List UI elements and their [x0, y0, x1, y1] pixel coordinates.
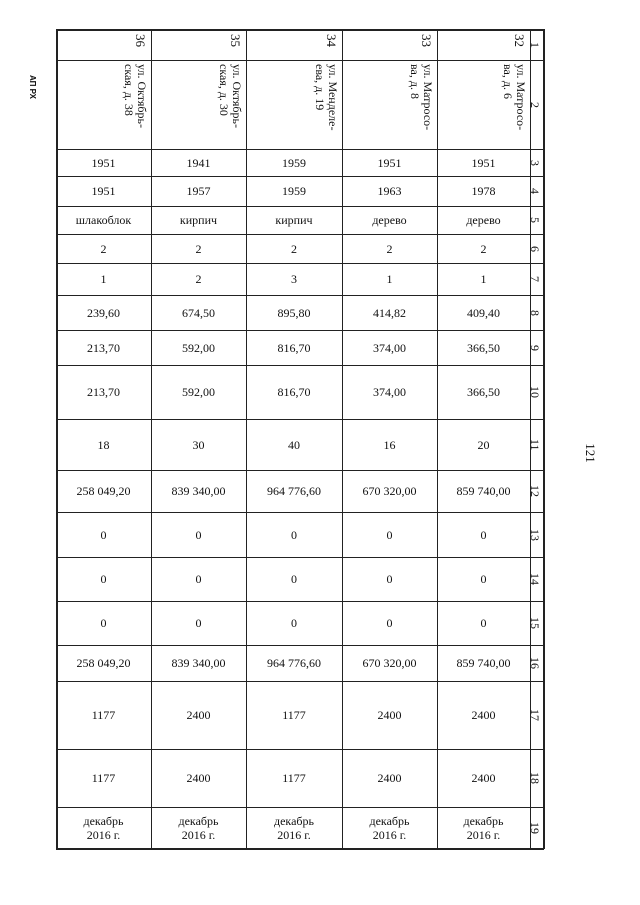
- cell-c14: 0: [100, 572, 107, 586]
- cell-c13: 0: [480, 527, 487, 542]
- record-address: ул. Октябрь- ская, д. 38: [122, 64, 149, 128]
- cell-total-area: 409,40: [467, 305, 500, 320]
- cell-cost-16: 859 740,00: [456, 656, 511, 670]
- column-index-number: 16: [528, 657, 542, 669]
- cell-area-2: 374,00: [373, 340, 406, 355]
- cell-cost-total: 859 740,00: [456, 484, 511, 498]
- cell-entrances: 3: [291, 272, 297, 286]
- cell-floors: 2: [100, 241, 107, 256]
- column-index-number: 17: [528, 709, 542, 721]
- cell-c13: 0: [386, 527, 393, 542]
- cell-residents: 40: [288, 437, 300, 452]
- cell-material: кирпич: [275, 213, 313, 227]
- record-number: 35: [228, 34, 243, 47]
- cell-year-overhaul: 1978: [471, 184, 496, 198]
- page-number: 121: [583, 443, 598, 463]
- record-number: 34: [324, 34, 339, 47]
- column-index-number: 13: [528, 528, 542, 541]
- cell-v18: 1177: [91, 771, 116, 785]
- cell-year-overhaul: 1959: [282, 184, 306, 198]
- cell-c14: 0: [291, 572, 297, 586]
- cell-cost-16: 839 340,00: [171, 656, 226, 670]
- record-number: 32: [512, 34, 527, 47]
- cell-total-area: 674,50: [182, 305, 215, 320]
- cell-year-overhaul: 1951: [91, 184, 116, 198]
- cell-material: шлакоблок: [75, 213, 132, 227]
- cell-v17: 2400: [186, 708, 211, 722]
- cell-year-built: 1951: [377, 155, 402, 170]
- cell-c14: 0: [480, 572, 487, 586]
- cell-v17: 1177: [282, 708, 306, 722]
- cell-floors: 2: [291, 241, 297, 256]
- cell-entrances: 1: [480, 272, 487, 286]
- cell-c14: 0: [195, 572, 202, 586]
- cell-material: кирпич: [179, 213, 218, 227]
- cell-deadline: декабрь 2016 г.: [369, 814, 410, 842]
- cell-material: дерево: [466, 213, 501, 227]
- cell-c15: 0: [291, 616, 297, 630]
- column-index-number: 4: [528, 188, 542, 194]
- cell-cost-16: 964 776,60: [267, 656, 321, 670]
- cell-cost-16: 258 049,20: [76, 656, 131, 670]
- column-index-number: 9: [528, 344, 542, 351]
- record-address: ул. Матросо- ва, д. 8: [408, 64, 435, 131]
- record-address: ул. Матросо- ва, д. 6: [501, 64, 528, 131]
- cell-year-built: 1951: [471, 155, 496, 170]
- cell-area-2: 592,00: [182, 340, 215, 355]
- table-horizontal-rule: [56, 60, 544, 61]
- column-index-number: 3: [528, 159, 542, 166]
- column-index-number: 18: [528, 772, 542, 784]
- column-index-number: 8: [528, 309, 542, 316]
- column-index-number: 14: [528, 573, 542, 585]
- cell-c15: 0: [386, 616, 393, 630]
- cell-v18: 2400: [186, 771, 211, 785]
- cell-deadline: декабрь 2016 г.: [178, 814, 219, 842]
- archive-stamp: АП РХ: [28, 74, 37, 99]
- column-index-number: 19: [528, 822, 542, 834]
- cell-cost-16: 670 320,00: [362, 656, 417, 670]
- housing-table: [56, 29, 544, 849]
- cell-c15: 0: [195, 616, 202, 630]
- cell-year-built: 1959: [282, 155, 306, 170]
- record-address: ул. Менделе- ева, д. 19: [313, 64, 340, 131]
- cell-area-3: 366,50: [467, 385, 500, 399]
- cell-cost-total: 670 320,00: [362, 484, 417, 498]
- cell-deadline: декабрь 2016 г.: [83, 814, 124, 842]
- table-vertical-rule: [543, 29, 545, 849]
- cell-v17: 1177: [91, 708, 116, 722]
- cell-c15: 0: [480, 616, 487, 630]
- cell-year-built: 1941: [186, 155, 211, 170]
- cell-floors: 2: [195, 241, 202, 256]
- column-index-number: 11: [528, 438, 542, 451]
- cell-v18: 2400: [471, 771, 496, 785]
- cell-year-overhaul: 1963: [377, 184, 402, 198]
- cell-material: дерево: [372, 213, 407, 227]
- cell-floors: 2: [480, 241, 487, 256]
- cell-area-3: 592,00: [182, 385, 215, 399]
- column-index-number: 2: [528, 101, 542, 108]
- cell-floors: 2: [386, 241, 393, 256]
- cell-year-built: 1951: [91, 155, 116, 170]
- column-index-number: 5: [528, 217, 542, 223]
- cell-cost-total: 964 776,60: [267, 484, 321, 498]
- cell-area-2: 213,70: [87, 340, 120, 355]
- column-index-number: 6: [528, 245, 542, 252]
- cell-area-2: 366,50: [467, 340, 500, 355]
- cell-area-3: 374,00: [373, 385, 406, 399]
- cell-total-area: 239,60: [87, 305, 120, 320]
- cell-v17: 2400: [471, 708, 496, 722]
- cell-area-3: 816,70: [277, 385, 311, 399]
- cell-v18: 2400: [377, 771, 402, 785]
- column-index-number: 12: [528, 485, 542, 497]
- cell-v17: 2400: [377, 708, 402, 722]
- cell-deadline: декабрь 2016 г.: [463, 814, 504, 842]
- column-index-number: 15: [528, 617, 542, 629]
- column-index-number: 7: [528, 276, 542, 282]
- cell-residents: 18: [97, 437, 110, 452]
- cell-v18: 1177: [282, 771, 306, 785]
- record-address: ул. Октябрь- ская, д. 30: [217, 64, 244, 128]
- cell-residents: 16: [383, 437, 396, 452]
- cell-cost-total: 258 049,20: [76, 484, 131, 498]
- cell-c13: 0: [291, 527, 297, 542]
- cell-entrances: 1: [100, 272, 107, 286]
- cell-c15: 0: [100, 616, 107, 630]
- cell-area-2: 816,70: [277, 340, 311, 355]
- record-number: 36: [133, 34, 148, 47]
- cell-total-area: 895,80: [277, 305, 311, 320]
- cell-year-overhaul: 1957: [186, 184, 211, 198]
- cell-area-3: 213,70: [87, 385, 120, 399]
- table-horizontal-rule: [56, 29, 544, 31]
- record-number: 33: [419, 34, 434, 47]
- cell-deadline: декабрь 2016 г.: [274, 814, 314, 842]
- cell-entrances: 2: [195, 272, 202, 286]
- cell-c14: 0: [386, 572, 393, 586]
- cell-residents: 30: [192, 437, 205, 452]
- cell-total-area: 414,82: [373, 305, 406, 320]
- column-index-number: 1: [528, 41, 542, 48]
- cell-residents: 20: [477, 437, 490, 452]
- cell-cost-total: 839 340,00: [171, 484, 226, 498]
- cell-c13: 0: [100, 527, 107, 542]
- column-index-number: 10: [528, 386, 542, 398]
- cell-c13: 0: [195, 527, 202, 542]
- cell-entrances: 1: [386, 272, 393, 286]
